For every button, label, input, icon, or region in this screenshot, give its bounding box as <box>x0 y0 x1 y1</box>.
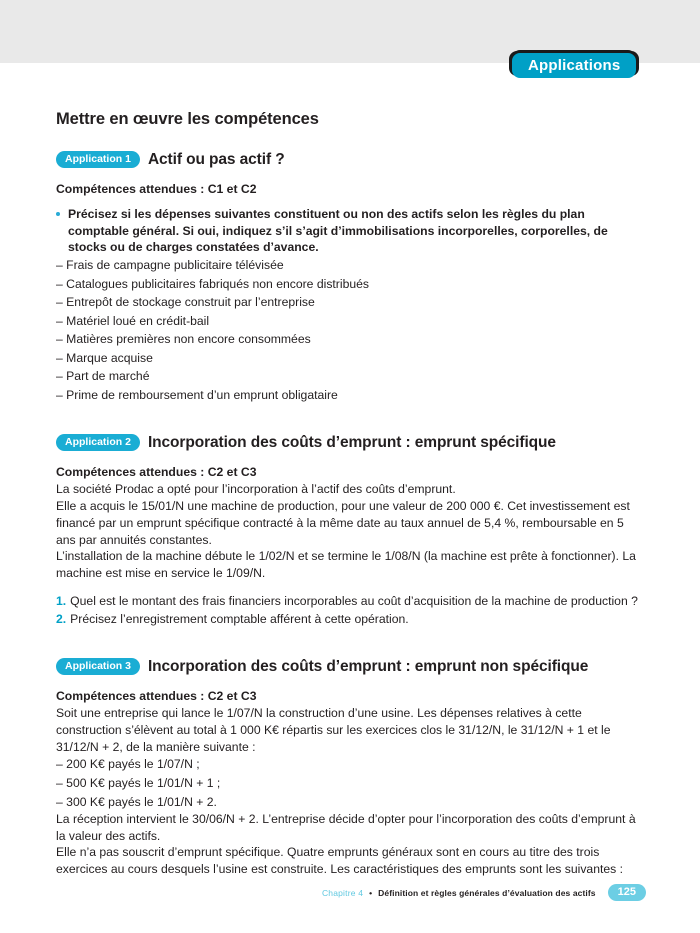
application-2-question-list <box>56 592 646 629</box>
section-tab-applications[interactable] <box>512 53 636 78</box>
application-heading-2 <box>56 434 646 453</box>
competences-line-3: Compétences attendues : C2 et C3 <box>56 689 257 704</box>
application-badge-3: Application 3 <box>56 658 140 676</box>
application-3-paragraph: Soit une entreprise qui lance le 1/07/N la construction d’une usine. Les dépenses relatives à cette construction s’élèvent au total à 1 000 K€ répartis sur les exercices clos le 31/12/N, le 31/12/N + 1 et le 31/12/N + 2, de la manière suivante : <box>56 706 611 754</box>
list-item <box>56 592 646 610</box>
section-tab-label: Applications <box>528 57 621 74</box>
competences-line-1: Compétences attendues : C1 et C2 <box>56 182 257 196</box>
footer-title: Définition et règles générales d’évaluation des actifs <box>378 887 596 898</box>
application-1-instruction-text: Précisez si les dépenses suivantes constituent ou non des actifs selon les règles du plan comptable général. Si oui, indiquez s’il s’agit d’immobilisations incorporelles, corporelles, de stocks ou de charges constatées d’avance. <box>68 207 608 255</box>
application-badge-2: Application 2 <box>56 434 140 452</box>
footer-chapter-label: Chapitre 4 <box>321 887 364 898</box>
list-item <box>56 610 646 628</box>
application-title-1: Actif ou pas actif ? <box>147 151 285 168</box>
application-2-paragraph: Elle a acquis le 15/01/N une machine de production, pour une valeur de 200 000 €. Cet investissement est financé par un emprunt spécifique contracté à la même date au taux annuel de 5,4 %, remboursable en 5 ans par annuités constantes. <box>56 499 630 547</box>
bullet-dot-icon <box>56 212 60 216</box>
list-item: – Prime de remboursement d’un emprunt obligataire <box>56 387 338 402</box>
application-title-2: Incorporation des coûts d’emprunt : emprunt spécifique <box>147 434 556 452</box>
application-1-item-list <box>56 256 646 404</box>
competences-line-2: Compétences attendues : C2 et C3 <box>56 465 257 480</box>
application-heading-1 <box>56 151 646 170</box>
question-text: Quel est le montant des frais financiers incorporables au coût d’acquisition de la machine de production ? <box>70 593 638 608</box>
list-item: – 200 K€ payés le 1/07/N ; <box>56 757 200 772</box>
list-item: – 500 K€ payés le 1/01/N + 1 ; <box>56 775 221 790</box>
application-3-paragraph: Elle n’a pas souscrit d’emprunt spécifique. Quatre emprunts généraux sont en cours au titre des trois exercices au cours desquels l’usine est construite. Les caractéristiques des emprunts sont les suivantes : <box>56 845 623 877</box>
application-title-3: Incorporation des coûts d’emprunt : emprunt non spécifique <box>147 658 589 676</box>
application-badge-1: Application 1 <box>56 151 140 169</box>
page-footer <box>0 884 646 901</box>
question-number: 1. <box>56 593 67 608</box>
list-item: – Catalogues publicitaires fabriqués non encore distribués <box>56 276 370 291</box>
list-item: – Entrepôt de stockage construit par l’entreprise <box>56 295 315 310</box>
question-text: Précisez l’enregistrement comptable afférent à cette opération. <box>70 612 409 626</box>
application-3-paragraph: La réception intervient le 30/06/N + 2. L’entreprise décide d’opter pour l’incorporation des coûts d’emprunt à la valeur des actifs. <box>56 812 636 843</box>
application-heading-3 <box>56 658 646 677</box>
list-item: – 300 K€ payés le 1/01/N + 2. <box>56 794 217 809</box>
application-2-paragraph: L’installation de la machine débute le 1/02/N et se termine le 1/08/N (la machine est prête à fonctionner). La machine est mise en service le 1/09/N. <box>56 549 636 580</box>
list-item: – Matières premières non encore consommées <box>56 332 311 347</box>
application-3-item-list <box>56 755 646 811</box>
list-item: – Matériel loué en crédit-bail <box>56 313 210 328</box>
application-2-paragraph: La société Prodac a opté pour l’incorporation à l’actif des coûts d’emprunt. <box>56 482 456 497</box>
question-number: 2. <box>56 612 67 626</box>
page-title: Mettre en œuvre les compétences <box>56 110 319 128</box>
list-item: – Part de marché <box>56 369 150 384</box>
list-item: – Frais de campagne publicitaire télévisée <box>56 258 284 273</box>
application-1-instruction <box>56 206 646 256</box>
list-item: – Marque acquise <box>56 350 153 365</box>
page-number-badge: 125 <box>608 884 646 901</box>
footer-separator: • <box>369 887 373 898</box>
page-content <box>56 110 646 878</box>
